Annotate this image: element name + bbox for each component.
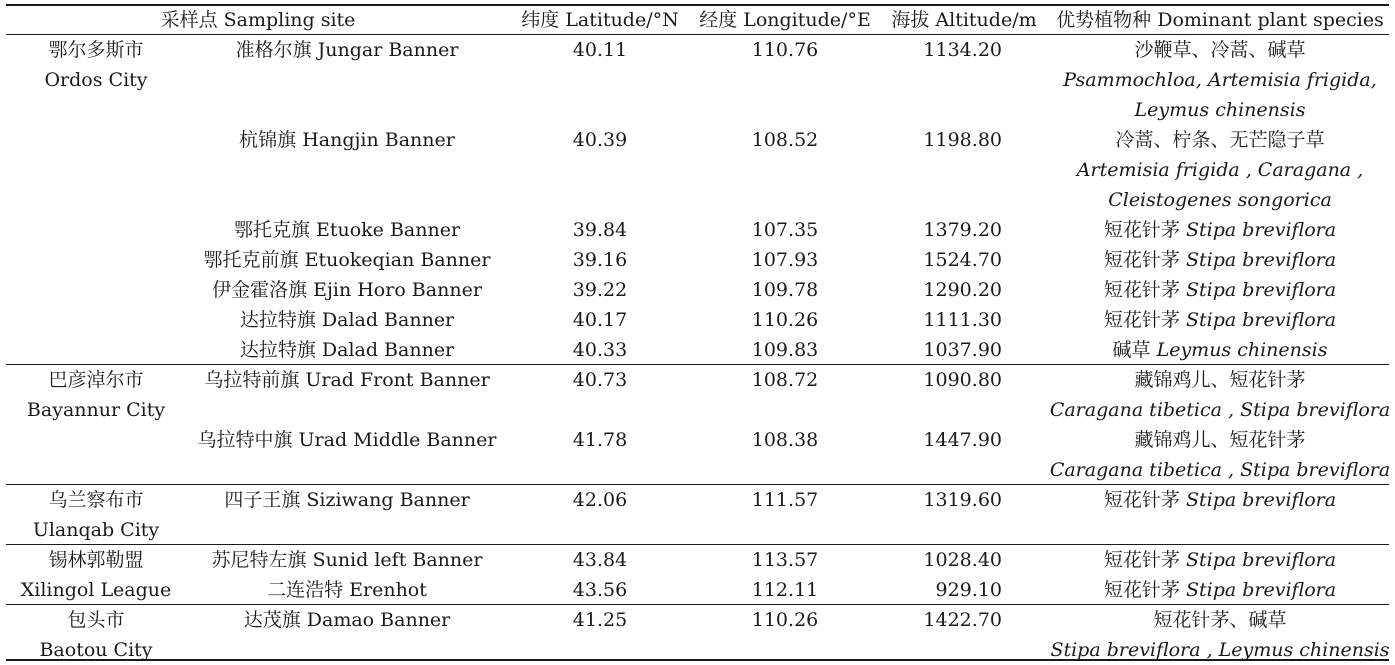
- header-altitude: 海拔 Altitude/m: [891, 9, 1037, 31]
- longitude-value: 108.38: [751, 429, 819, 451]
- plant-species-cell: [1104, 575, 1336, 605]
- site-name: 伊金霍洛旗 Ejin Horo Banner: [212, 279, 482, 301]
- longitude-value: 108.72: [751, 369, 819, 391]
- plant-species-cn: 短花针茅: [1103, 309, 1180, 331]
- latitude-value: 41.25: [572, 609, 628, 631]
- plant-species-cell: [1104, 215, 1336, 245]
- altitude-value: 1028.40: [923, 549, 1002, 571]
- plant-species-scientific: Stipa breviflora: [1185, 579, 1337, 601]
- plant-species-cn: 短花针茅: [1103, 219, 1180, 241]
- region-name-cn: 鄂尔多斯市: [48, 39, 144, 61]
- longitude-value: 107.35: [751, 219, 819, 241]
- longitude-value: 109.83: [751, 339, 819, 361]
- latitude-value: 40.73: [572, 369, 628, 391]
- altitude-value: 929.10: [935, 579, 1002, 601]
- plant-species-cn: 短花针茅: [1103, 579, 1180, 601]
- altitude-value: 1319.60: [923, 489, 1002, 511]
- altitude-value: 1379.20: [923, 219, 1002, 241]
- altitude-value: 1524.70: [923, 249, 1002, 271]
- region-name-en: Bayannur City: [26, 399, 166, 421]
- plant-species-cn: 碱草: [1112, 339, 1151, 361]
- altitude-value: 1290.20: [923, 279, 1002, 301]
- altitude-value: 1422.70: [923, 609, 1002, 631]
- plant-species-scientific-cont: Leymus chinensis: [1134, 99, 1306, 121]
- plant-species-scientific-cont: Cleistogenes songorica: [1108, 189, 1332, 211]
- latitude-value: 40.33: [572, 339, 628, 361]
- latitude-value: 40.39: [572, 129, 628, 151]
- plant-species-cn: 冷蒿、柠条、无芒隐子草: [1115, 129, 1325, 151]
- plant-species-cell: [1104, 305, 1336, 335]
- header-latitude: 纬度 Latitude/°N: [521, 9, 679, 31]
- plant-species-scientific: Caragana tibetica , Stipa breviflora: [1049, 399, 1391, 421]
- region-name-cn: 包头市: [67, 609, 125, 631]
- altitude-value: 1447.90: [923, 429, 1002, 451]
- latitude-value: 43.56: [572, 579, 628, 601]
- altitude-value: 1111.30: [923, 309, 1002, 331]
- region-name-en: Baotou City: [39, 639, 153, 661]
- plant-species-cn: 沙鞭草、冷蒿、碱草: [1134, 39, 1306, 61]
- altitude-value: 1090.80: [923, 369, 1002, 391]
- latitude-value: 41.78: [572, 429, 628, 451]
- plant-species-scientific: Stipa breviflora: [1185, 549, 1337, 571]
- header-sampling-site: 采样点 Sampling site: [160, 9, 356, 31]
- latitude-value: 42.06: [572, 489, 628, 511]
- latitude-value: 43.84: [572, 549, 628, 571]
- plant-species-scientific: Stipa breviflora: [1185, 219, 1337, 241]
- plant-species-scientific: Stipa breviflora , Leymus chinensis: [1050, 639, 1390, 661]
- plant-species-cell: [1104, 275, 1336, 305]
- plant-species-scientific: Stipa breviflora: [1185, 249, 1337, 271]
- site-name: 鄂托克前旗 Etuokeqian Banner: [203, 249, 491, 271]
- plant-species-scientific: Stipa breviflora: [1185, 309, 1337, 331]
- plant-species-cn: 短花针茅、碱草: [1153, 609, 1287, 631]
- plant-species-cn: 短花针茅: [1103, 489, 1180, 511]
- region-name-en: Ordos City: [44, 69, 148, 91]
- altitude-value: 1198.80: [923, 129, 1002, 151]
- region-name-en: Ulanqab City: [32, 519, 160, 541]
- plant-species-cell: [1104, 245, 1336, 275]
- longitude-value: 110.76: [751, 39, 819, 61]
- plant-species-scientific: Caragana tibetica , Stipa breviflora: [1049, 459, 1391, 481]
- longitude-value: 113.57: [751, 549, 819, 571]
- plant-species-cn: 藏锦鸡儿、短花针茅: [1134, 369, 1306, 391]
- altitude-value: 1037.90: [923, 339, 1002, 361]
- plant-species-scientific: Stipa breviflora: [1185, 279, 1337, 301]
- plant-species-cn: 短花针茅: [1103, 249, 1180, 271]
- site-name: 鄂托克旗 Etuoke Banner: [233, 219, 461, 241]
- site-name: 苏尼特左旗 Sunid left Banner: [211, 549, 483, 571]
- header-dominant-plant: 优势植物种 Dominant plant species: [1056, 9, 1384, 31]
- latitude-value: 40.17: [572, 309, 628, 331]
- plant-species-cn: 短花针茅: [1103, 279, 1180, 301]
- longitude-value: 107.93: [751, 249, 819, 271]
- plant-species-scientific: Leymus chinensis: [1156, 339, 1328, 361]
- longitude-value: 111.57: [751, 489, 819, 511]
- site-name: 准格尔旗 Jungar Banner: [235, 39, 459, 61]
- site-name: 杭锦旗 Hangjin Banner: [239, 129, 455, 151]
- plant-species-scientific: Psammochloa, Artemisia frigida,: [1063, 69, 1377, 91]
- region-name-en: Xilingol League: [20, 579, 172, 601]
- region-name-cn: 锡林郭勒盟: [48, 549, 144, 571]
- plant-species-cell: [1104, 485, 1336, 515]
- region-name-cn: 乌兰察布市: [48, 489, 144, 511]
- longitude-value: 110.26: [751, 309, 819, 331]
- longitude-value: 109.78: [751, 279, 819, 301]
- plant-species-cell: [1104, 545, 1336, 575]
- plant-species-cn: 短花针茅: [1103, 549, 1180, 571]
- longitude-value: 112.11: [751, 579, 819, 601]
- plant-species-cn: 藏锦鸡儿、短花针茅: [1134, 429, 1306, 451]
- plant-species-scientific: Stipa breviflora: [1185, 489, 1337, 511]
- site-name: 达拉特旗 Dalad Banner: [239, 309, 455, 331]
- plant-species-cell: [1113, 335, 1328, 365]
- site-name: 四子王旗 Siziwang Banner: [224, 489, 470, 511]
- site-name: 乌拉特前旗 Urad Front Banner: [204, 369, 490, 391]
- site-name: 达拉特旗 Dalad Banner: [239, 339, 455, 361]
- latitude-value: 39.16: [572, 249, 628, 271]
- header-longitude: 经度 Longitude/°E: [699, 9, 871, 31]
- region-name-cn: 巴彦淖尔市: [48, 369, 144, 391]
- site-name: 乌拉特中旗 Urad Middle Banner: [197, 429, 497, 451]
- site-name: 达茂旗 Damao Banner: [243, 609, 451, 631]
- longitude-value: 108.52: [751, 129, 819, 151]
- latitude-value: 39.22: [572, 279, 628, 301]
- latitude-value: 40.11: [572, 39, 628, 61]
- altitude-value: 1134.20: [923, 39, 1002, 61]
- site-name: 二连浩特 Erenhot: [267, 579, 427, 601]
- latitude-value: 39.84: [572, 219, 628, 241]
- longitude-value: 110.26: [751, 609, 819, 631]
- plant-species-scientific: Artemisia frigida , Caragana ,: [1076, 159, 1364, 181]
